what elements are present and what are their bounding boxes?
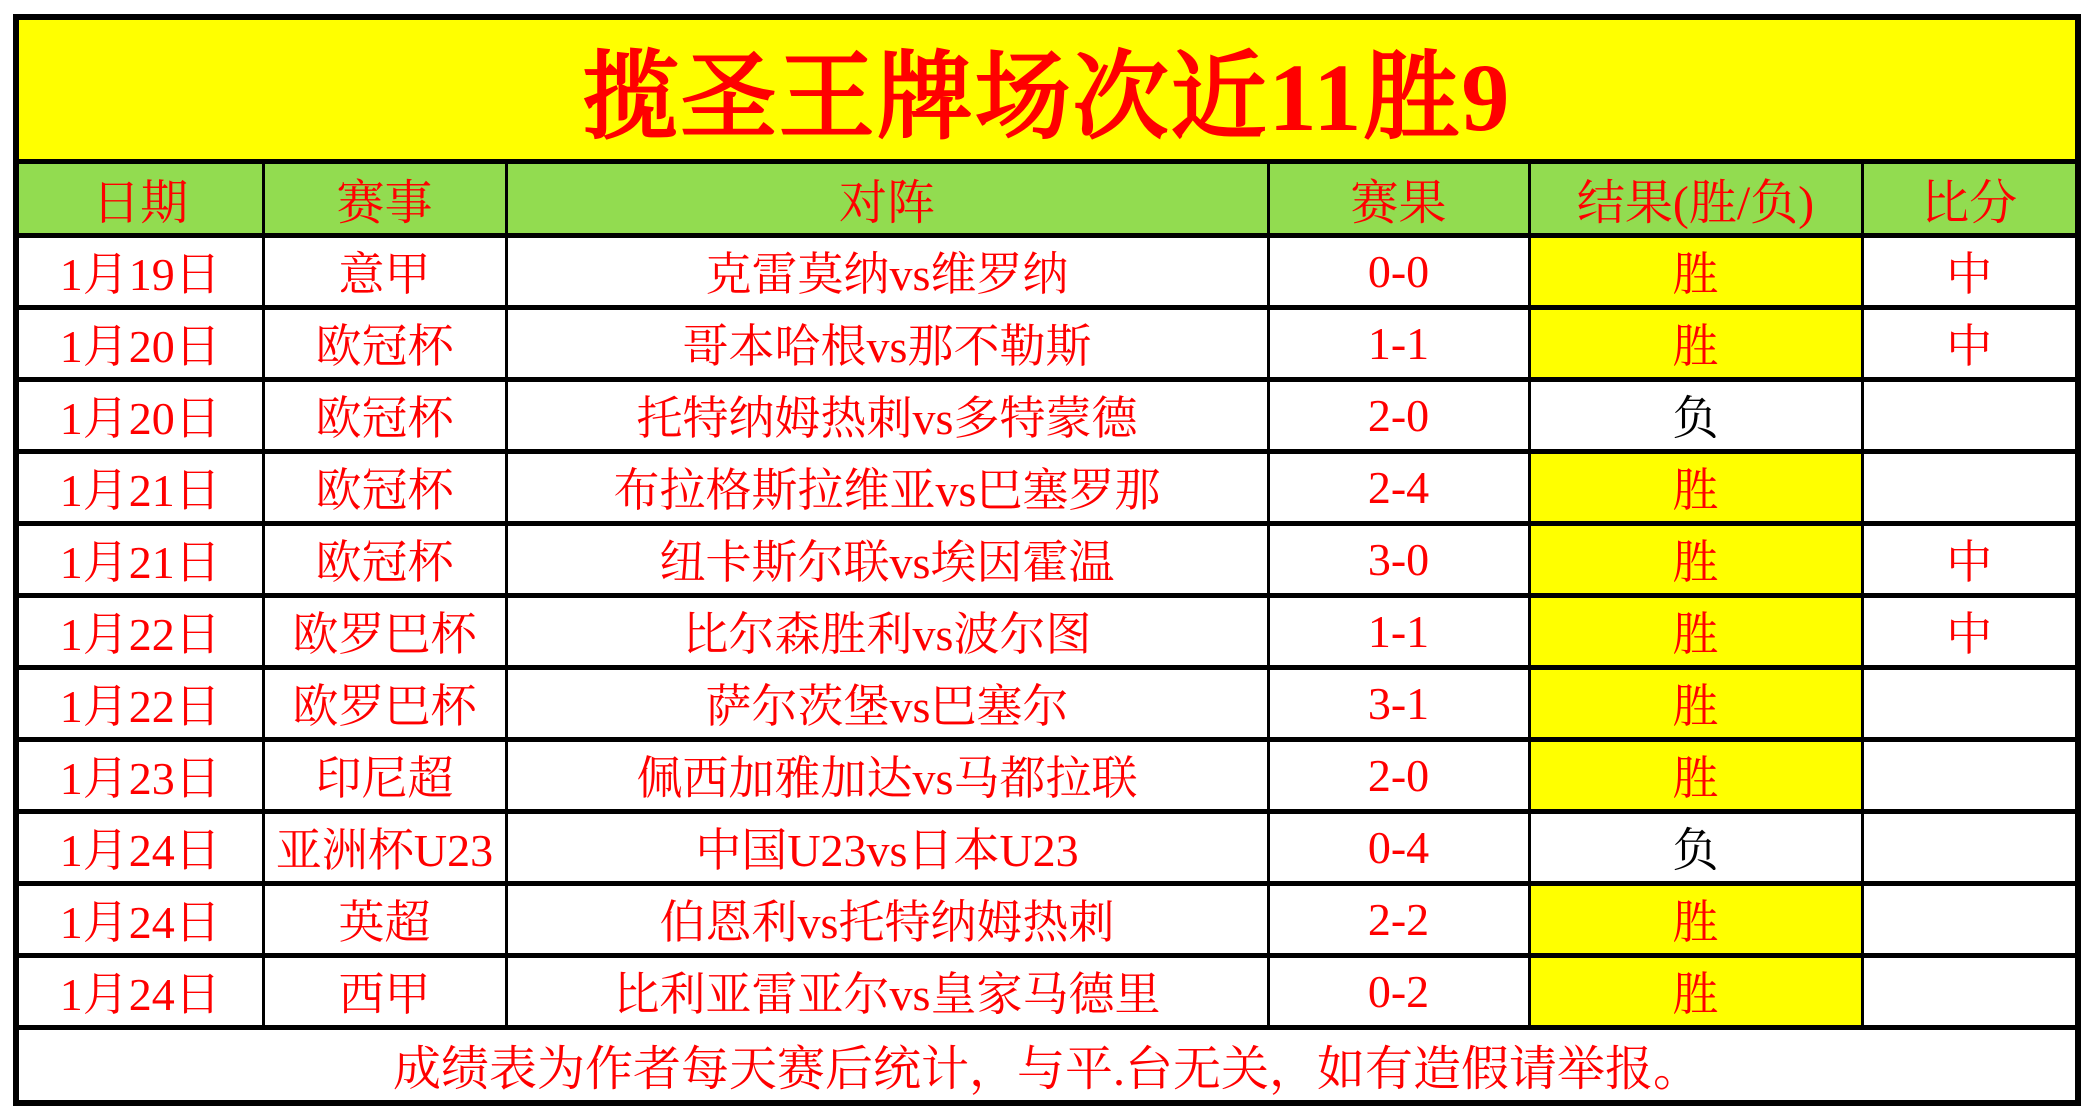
title-row — [16, 17, 2078, 161]
col-header-league: 赛事 — [263, 161, 506, 235]
match-row — [16, 595, 2078, 667]
match-cell: 托特纳姆热刺vs多特蒙德 — [506, 379, 1268, 451]
score-cell: 2-0 — [1268, 379, 1529, 451]
score-cell: 2-2 — [1268, 883, 1529, 955]
footer-row — [16, 1027, 2078, 1103]
league-cell: 欧冠杯 — [263, 451, 506, 523]
league-cell: 欧冠杯 — [263, 307, 506, 379]
match-row — [16, 235, 2078, 307]
date-cell: 1月20日 — [16, 379, 263, 451]
hit-cell — [1862, 739, 2078, 811]
hit-cell — [1862, 811, 2078, 883]
col-header-result: 结果(胜/负) — [1529, 161, 1862, 235]
match-cell: 中国U23vs日本U23 — [506, 811, 1268, 883]
score-cell: 0-2 — [1268, 955, 1529, 1027]
match-row — [16, 523, 2078, 595]
league-cell: 意甲 — [263, 235, 506, 307]
date-cell: 1月19日 — [16, 235, 263, 307]
match-cell: 伯恩利vs托特纳姆热刺 — [506, 883, 1268, 955]
result-cell: 负 — [1529, 379, 1862, 451]
result-cell: 胜 — [1529, 451, 1862, 523]
result-cell: 负 — [1529, 811, 1862, 883]
date-cell: 1月24日 — [16, 955, 263, 1027]
hit-cell — [1862, 883, 2078, 955]
match-row — [16, 955, 2078, 1027]
col-header-date: 日期 — [16, 161, 263, 235]
match-row — [16, 883, 2078, 955]
date-cell: 1月20日 — [16, 307, 263, 379]
match-cell: 萨尔茨堡vs巴塞尔 — [506, 667, 1268, 739]
score-cell: 2-0 — [1268, 739, 1529, 811]
score-cell: 0-4 — [1268, 811, 1529, 883]
match-row — [16, 739, 2078, 811]
hit-cell — [1862, 451, 2078, 523]
date-cell: 1月22日 — [16, 595, 263, 667]
page-title: 揽圣王牌场次近11胜9 — [16, 17, 2078, 161]
date-cell: 1月21日 — [16, 523, 263, 595]
score-cell: 2-4 — [1268, 451, 1529, 523]
col-header-score: 赛果 — [1268, 161, 1529, 235]
result-cell: 胜 — [1529, 523, 1862, 595]
league-cell: 欧罗巴杯 — [263, 667, 506, 739]
match-cell: 布拉格斯拉维亚vs巴塞罗那 — [506, 451, 1268, 523]
date-cell: 1月21日 — [16, 451, 263, 523]
score-cell: 3-1 — [1268, 667, 1529, 739]
result-cell: 胜 — [1529, 307, 1862, 379]
match-row — [16, 667, 2078, 739]
date-cell: 1月24日 — [16, 811, 263, 883]
score-cell: 1-1 — [1268, 595, 1529, 667]
date-cell: 1月23日 — [16, 739, 263, 811]
league-cell: 英超 — [263, 883, 506, 955]
score-cell: 1-1 — [1268, 307, 1529, 379]
hit-cell — [1862, 955, 2078, 1027]
hit-cell: 中 — [1862, 595, 2078, 667]
results-table — [13, 14, 2081, 1106]
hit-cell: 中 — [1862, 523, 2078, 595]
match-cell: 纽卡斯尔联vs埃因霍温 — [506, 523, 1268, 595]
league-cell: 印尼超 — [263, 739, 506, 811]
match-cell: 比尔森胜利vs波尔图 — [506, 595, 1268, 667]
result-cell: 胜 — [1529, 739, 1862, 811]
match-row — [16, 307, 2078, 379]
match-cell: 比利亚雷亚尔vs皇家马德里 — [506, 955, 1268, 1027]
hit-cell — [1862, 667, 2078, 739]
league-cell: 欧冠杯 — [263, 379, 506, 451]
hit-cell: 中 — [1862, 307, 2078, 379]
hit-cell: 中 — [1862, 235, 2078, 307]
score-cell: 0-0 — [1268, 235, 1529, 307]
league-cell: 欧冠杯 — [263, 523, 506, 595]
result-cell: 胜 — [1529, 235, 1862, 307]
date-cell: 1月22日 — [16, 667, 263, 739]
date-cell: 1月24日 — [16, 883, 263, 955]
disclaimer-note: 成绩表为作者每天赛后统计，与平.台无关，如有造假请举报。 — [16, 1027, 2078, 1103]
match-row — [16, 811, 2078, 883]
result-cell: 胜 — [1529, 667, 1862, 739]
league-cell: 欧罗巴杯 — [263, 595, 506, 667]
hit-cell — [1862, 379, 2078, 451]
col-header-hit: 比分 — [1862, 161, 2078, 235]
col-header-match: 对阵 — [506, 161, 1268, 235]
result-cell: 胜 — [1529, 595, 1862, 667]
match-row — [16, 379, 2078, 451]
result-cell: 胜 — [1529, 955, 1862, 1027]
match-row — [16, 451, 2078, 523]
table-header-row — [16, 161, 2078, 235]
match-cell: 佩西加雅加达vs马都拉联 — [506, 739, 1268, 811]
score-cell: 3-0 — [1268, 523, 1529, 595]
result-cell: 胜 — [1529, 883, 1862, 955]
match-cell: 哥本哈根vs那不勒斯 — [506, 307, 1268, 379]
league-cell: 西甲 — [263, 955, 506, 1027]
league-cell: 亚洲杯U23 — [263, 811, 506, 883]
match-cell: 克雷莫纳vs维罗纳 — [506, 235, 1268, 307]
table-body — [16, 235, 2078, 1027]
